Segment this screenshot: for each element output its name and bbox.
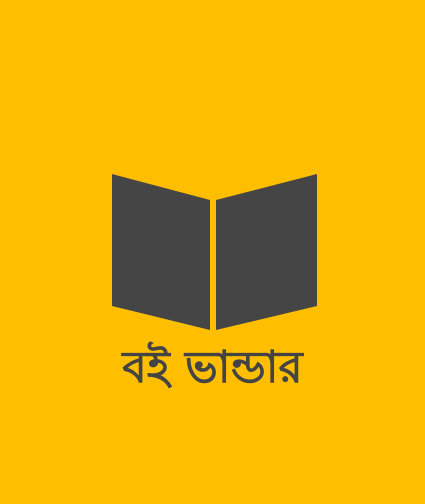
app-name-title: বই ভান্ডার	[122, 342, 303, 393]
book-left-page	[112, 174, 210, 330]
open-book-icon	[112, 172, 320, 332]
book-right-page	[216, 174, 317, 330]
